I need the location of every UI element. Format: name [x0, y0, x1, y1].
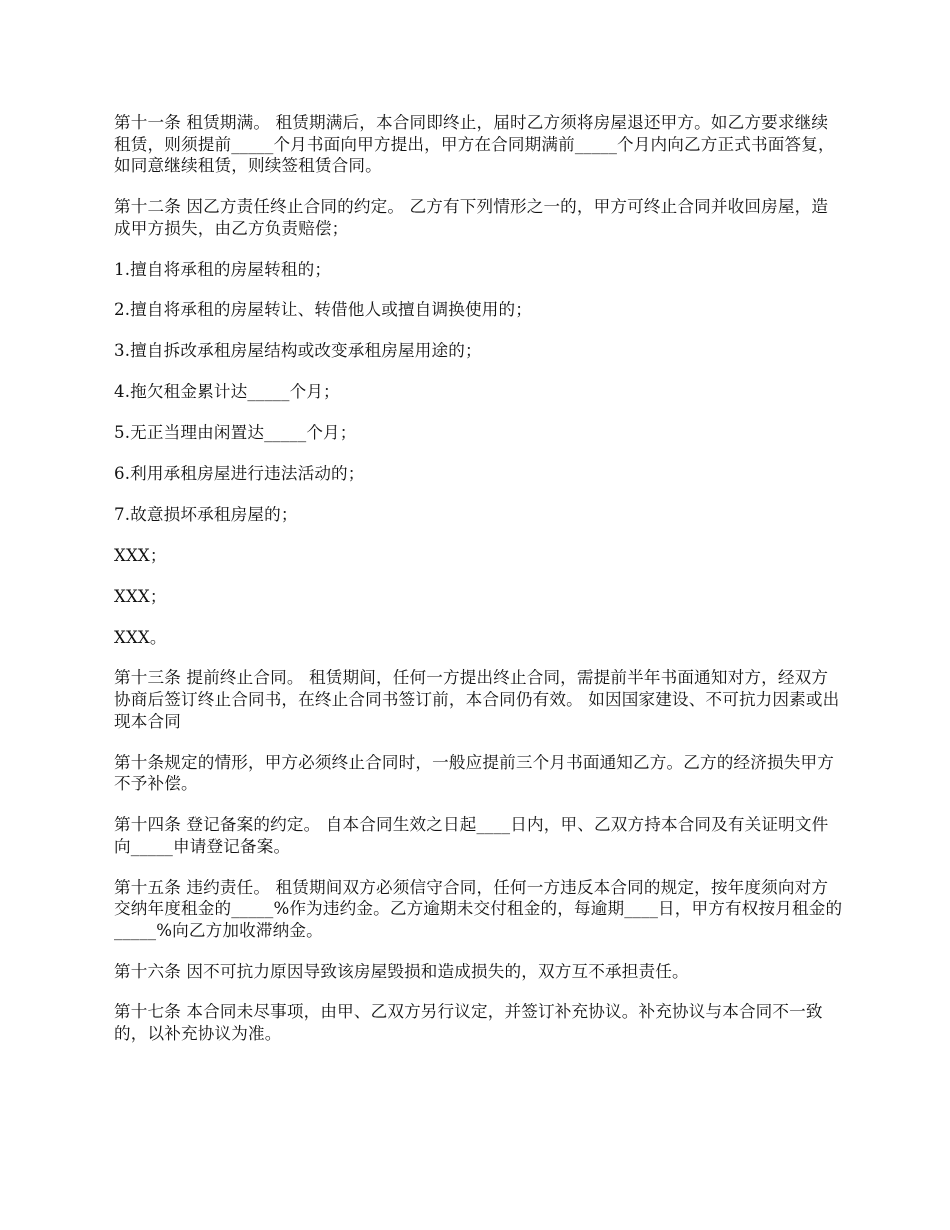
list-item-5: 5.无正当理由闲置达_____个月；	[114, 423, 357, 443]
clause-11-paragraph: 第十一条 租赁期满。 租赁期满后，本合同即终止，届时乙方须将房屋退还甲方。如乙方要求继续租赁，则须提前_____个月书面向甲方提出，甲方在合同期满前_____个月内向乙方正式书面答复，如同意继续租赁，则续签租赁合同。	[114, 113, 835, 176]
clause-15-paragraph: 第十五条 违约责任。 租赁期间双方必须信守合同，任何一方违反本合同的规定，按年度须向对方交纳年度租金的_____%作为违约金。乙方逾期未交付租金的，每逾期____日，甲方有权按月租金的_____%向乙方加收滞纳金。	[114, 877, 843, 940]
document-body	[114, 112, 844, 1064]
list-item-2: 2.擅自将承租的房屋转让、转借他人或擅自调换使用的；	[114, 300, 532, 320]
clause-12-paragraph: 第十二条 因乙方责任终止合同的约定。 乙方有下列情形之一的，甲方可终止合同并收回房屋，造成甲方损失，由乙方负责赔偿；	[114, 197, 829, 238]
clause-13-paragraph: 第十三条 提前终止合同。 租赁期间，任何一方提出终止合同，需提前半年书面通知对方，经双方协商后签订终止合同书，在终止合同书签订前，本合同仍有效。 如因国家建设、不可抗力因素或出现本合同	[114, 668, 840, 731]
placeholder-item-2: XXX；	[114, 586, 167, 606]
placeholder-item-3: XXX。	[114, 627, 167, 647]
list-item-1: 1.擅自将承租的房屋转租的；	[114, 259, 332, 279]
list-item-6: 6.利用承租房屋进行违法活动的；	[114, 464, 365, 484]
list-item-4: 4.拖欠租金累计达_____个月；	[114, 382, 340, 402]
placeholder-item-1: XXX；	[114, 545, 167, 565]
list-item-3: 3.擅自拆改承租房屋结构或改变承租房屋用途的；	[114, 341, 482, 361]
clause-16-paragraph: 第十六条 因不可抗力原因导致该房屋毁损和造成损失的，双方互不承担责任。	[114, 961, 689, 981]
list-item-7: 7.故意损坏承租房屋的；	[114, 504, 298, 524]
clause-13-continuation-paragraph: 第十条规定的情形，甲方必须终止合同时，一般应提前三个月书面通知乙方。乙方的经济损失甲方不予补偿。	[114, 752, 834, 794]
clause-17-paragraph: 第十七条 本合同未尽事项，由甲、乙双方另行议定，并签订补充协议。补充协议与本合同不一致的，以补充协议为准。	[114, 1002, 823, 1044]
clause-14-paragraph: 第十四条 登记备案的约定。 自本合同生效之日起____日内，甲、乙双方持本合同及有关证明文件向_____申请登记备案。	[114, 815, 829, 856]
